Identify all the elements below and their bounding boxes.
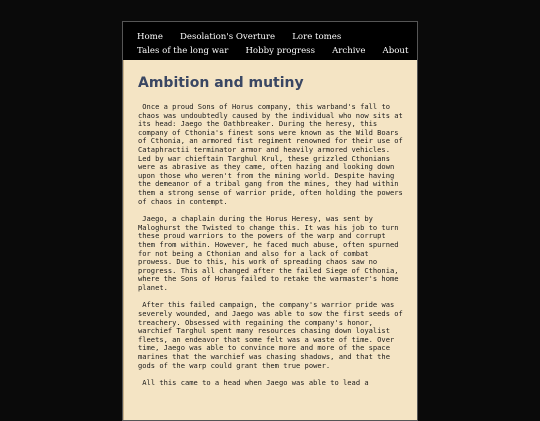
article-paragraph: After this failed campaign, the company's warrior pride was severely wounded, and Jaego was able to sow the first seeds of treachery. Obsessed with regaining the company's honor, warchief Targhul spent many resources chasing down loyalist fleets, an endeavor that some felt was a waste of time. Over time, Jaego was able to convince more and more of the space marines that the warchief was chasing shadows, and that the gods of the warp could grant them true power. bbox=[138, 300, 408, 370]
article-paragraph: Once a proud Sons of Horus company, this warband's fall to chaos was undoubtedly caused by the individual who now sits at its head: Jaego the Oathbreaker. During the heresy, this company of Cthonia's finest sons were known as the Wild Boars of Cthonia, an armored fist regiment renowned for their use of Cataphractii terminator armor and heavily armored vehicles. Led by war chieftain Targhul Krul, these grizzled Cthonians were as abrasive as they came, often hazing and looking down upon those who weren't from the mining world. Despite having the demeanor of a tribal gang from the mines, they had within them a strong sense of warrior pride, often holding the powers of chaos in contempt. bbox=[138, 102, 408, 206]
nav-row-1 bbox=[137, 27, 417, 41]
nav-link-lore-tomes[interactable]: Lore tomes bbox=[292, 32, 342, 42]
article-content bbox=[123, 60, 417, 420]
top-navigation bbox=[123, 22, 417, 60]
nav-link-about[interactable]: About bbox=[382, 46, 409, 56]
nav-row-2 bbox=[137, 41, 417, 55]
nav-link-hobby-progress[interactable]: Hobby progress bbox=[245, 46, 315, 56]
page-title: Ambition and mutiny bbox=[138, 75, 304, 91]
article-paragraph: All this came to a head when Jaego was able to lead a bbox=[138, 378, 369, 388]
nav-link-tales-of-the-long-war[interactable]: Tales of the long war bbox=[137, 46, 229, 56]
nav-link-home[interactable]: Home bbox=[137, 32, 163, 42]
article-paragraph: Jaego, a chaplain during the Horus Heresy, was sent by Maloghurst the Twisted to change this. It was his job to turn these proud warriors to the powers of the warp and corrupt them from within. However, he faced much abuse, often spurned for not being a Cthonian and also for a lack of combat prowess. Due to this, his work of spreading chaos saw no progress. This all changed after the failed Siege of Cthonia, where the Sons of Horus failed to retake the warmaster's home planet. bbox=[138, 214, 403, 292]
nav-link-archive[interactable]: Archive bbox=[332, 46, 366, 56]
nav-link-desolations-overture[interactable]: Desolation's Overture bbox=[180, 32, 276, 42]
